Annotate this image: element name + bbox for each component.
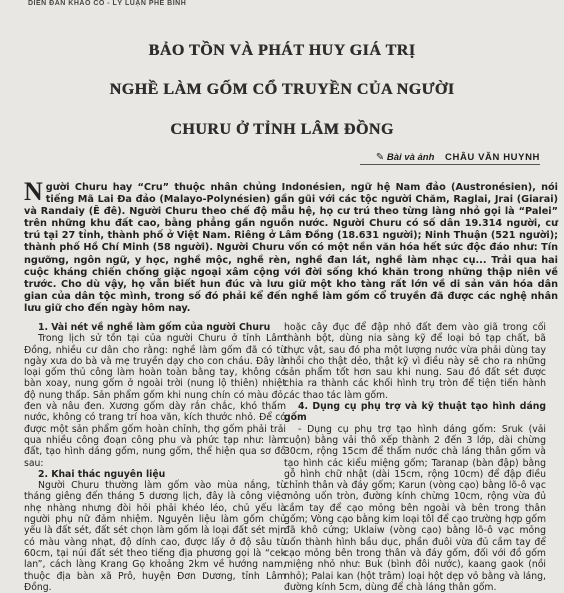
lead-text: gười Churu hay “Cru” thuộc nhân chủng Indonésien, ngữ hệ Nam đảo (Austronésien), nói tiếng Mã Lai Đa đảo (Malayo-Polynésien) gần gũi với các tộc người Chăm, Raglai, Jrai (Giarai) và Randaiy (Ê đê). Người Churu theo chế độ mẫu hệ, họ cư trú theo từng làng nhỏ gọi là “Palei” trên những khu đất cao, bằng phẳng gần nguồn nước. Người Churu có số dân 19.314 người, cư trú tại 27 tỉnh, thành phố ở Việt Nam. Riêng ở Lâm Đồng (18.631 người); Ninh Thuận (521 người); thành phố Hồ Chí Minh (58 người). Người Churu vốn có một nền văn hóa hết sức độc đáo như: Tín ngưỡng, ngôn ngữ, y học, nghề mộc, nghề rèn, nghề đan lát, nghề làm nhạc cụ... Trải qua hai cuộc kháng chiến chống giặc ngoại xâm cộng với đời sống khó khăn trong những thập niên về trước. Cho dù vậy, họ vẫn biết hun đúc và lưu giữ một kho tàng rất lớn về di sản văn hóa dân gian của dân tộc mình, trong số đó phải kể đến nghề làm gốm cổ truyền đã được các nghệ nhân lưu giữ cho đến ngày hôm nay. — [24, 182, 558, 314]
body-paragraph: Người Churu thường làm gốm vào mùa nắng, từ tháng giêng đến tháng 5 dương lịch, đây là công việc nhẹ nhàng nhưng đòi hỏi phải khéo léo, chủ yếu là người phụ nữ đảm nhiệm. Nguyên liệu làm gốm chủ yếu là đất sét, đất sét chọn làm gốm là loại đất sét mịn có màu vàng nhạt, độ dính cao, được lấy ở độ sâu từ 60cm, tại núi đất sét theo tiếng địa phương gọi là “cek lan”, cách làng Krang Gọ khoảng 2km về hướng nam, thuộc địa bàn xã Prô, huyện Đơn Dương, tỉnh Lâm Đồng. — [24, 480, 286, 593]
lead-paragraph — [24, 177, 558, 315]
body-paragraph: - Dụng cụ phụ trợ tạo hình dáng gốm: Sruk (vải cuộn) bằng vải thô xếp thành 2 đến 3 lớp, dài chừng 30cm, rộng 15cm để thấm nước chà láng thân gốm và tạo hình các kiểu miệng gốm; Taranap (bàn đập) bằng gỗ hình chữ nhật (dài 15cm, rộng 10cm) để đập điều chỉnh thân và đáy gốm; Karun (vòng cạo) bằng lõ-ô vạc mỏng uốn tròn, đường kính chừng 10cm, rộng vừa đủ cầm tay để cạo mỏng bên ngoài và bên trong thân gốm; Vòng cạo bằng kim loại tôl để cạo trường hợp gốm đã khô cứng; Uklaiw (vòng cạo) bằng lõ-ô vạc mỏng uốn thành hình bầu dục, phần đuôi vừa đủ cầm tay để cạo mỏng bên trong thân và đáy gốm, đối với đồ gốm miệng nhỏ như: Buk (bình đôi nước), kaang gaok (nồi nhỏ); Palai kan (hột trâm) loại hột dẹp vỏ bằng và láng, đường kính 5cm, dùng để chà láng thân gốm. — [284, 423, 546, 593]
byline-divider — [360, 164, 540, 165]
section-heading: 2. Khai thác nguyên liệu — [38, 468, 166, 480]
pen-icon: ✎ — [375, 152, 385, 163]
article-title-line-3: CHURU Ở TỈNH LÂM ĐỒNG — [170, 121, 394, 138]
body-column-right — [284, 322, 546, 593]
section-header: DIỄN ĐÀN KHẢO CỔ - LÝ LUẬN PHÊ BÌNH — [28, 0, 187, 7]
body-paragraph: hoặc cây đục để đập nhỏ đất đem vào giã trong cối thành bột, dùng nia sàng kỹ để loại bỏ tạp chất, bã thực vật, sau đó pha một lượng nước vừa phải dùng tay nhồi cho thật dẻo, thật kỹ vì điều này sẽ cho ra những sản phẩm tốt hơn sau khi nung. Sau đó đất sét được chia ra thành các khối hình trụ tròn để tiện tiến hành các thao tác làm gốm. — [284, 322, 546, 401]
drop-cap: N — [24, 177, 43, 206]
section-heading: 1. Vài nét về nghề làm gốm của người Churu — [38, 322, 271, 333]
body-column-left — [24, 322, 286, 593]
body-paragraph: Trong lịch sử tồn tại của người Churu ở tỉnh Lâm Đồng, nhiều cư dân cho rằng: nghề làm gốm đã có từ ngày xưa do bà và mẹ truyền dạy cho con cháu. Đây là loại gốm thủ công làm hoàn toàn bằng tay, không có bàn xoay, nung gốm ở ngoài trời (nung lộ thiên) nhiệt độ nung thấp. Sản phẩm gốm khi nung chín có màu đỏ, đen và nâu đen. Xương gốm dày rắn chắc, khó thấm nước, không có trang trí hoa văn, kích thước nhỏ. Để có được một sản phẩm gốm hoàn chỉnh, thợ gốm phải trải qua nhiều công đoạn công phu và phức tạp như: làm đất, tạo hình dáng gốm, nung gốm, thể hiện qua sơ đồ sau: — [24, 333, 286, 469]
byline — [376, 152, 540, 163]
article-title-line-2: NGHỀ LÀM GỐM CỔ TRUYỀN CỦA NGƯỜI — [109, 81, 455, 98]
section-heading: 4. Dụng cụ phụ trợ và kỹ thuật tạo hình dáng gốm — [284, 401, 546, 424]
byline-author: CHÂU VĂN HUYNH — [445, 152, 540, 163]
article-title-line-1: BẢO TỒN VÀ PHÁT HUY GIÁ TRỊ — [148, 42, 416, 59]
byline-role: Bài và ảnh — [386, 152, 435, 163]
